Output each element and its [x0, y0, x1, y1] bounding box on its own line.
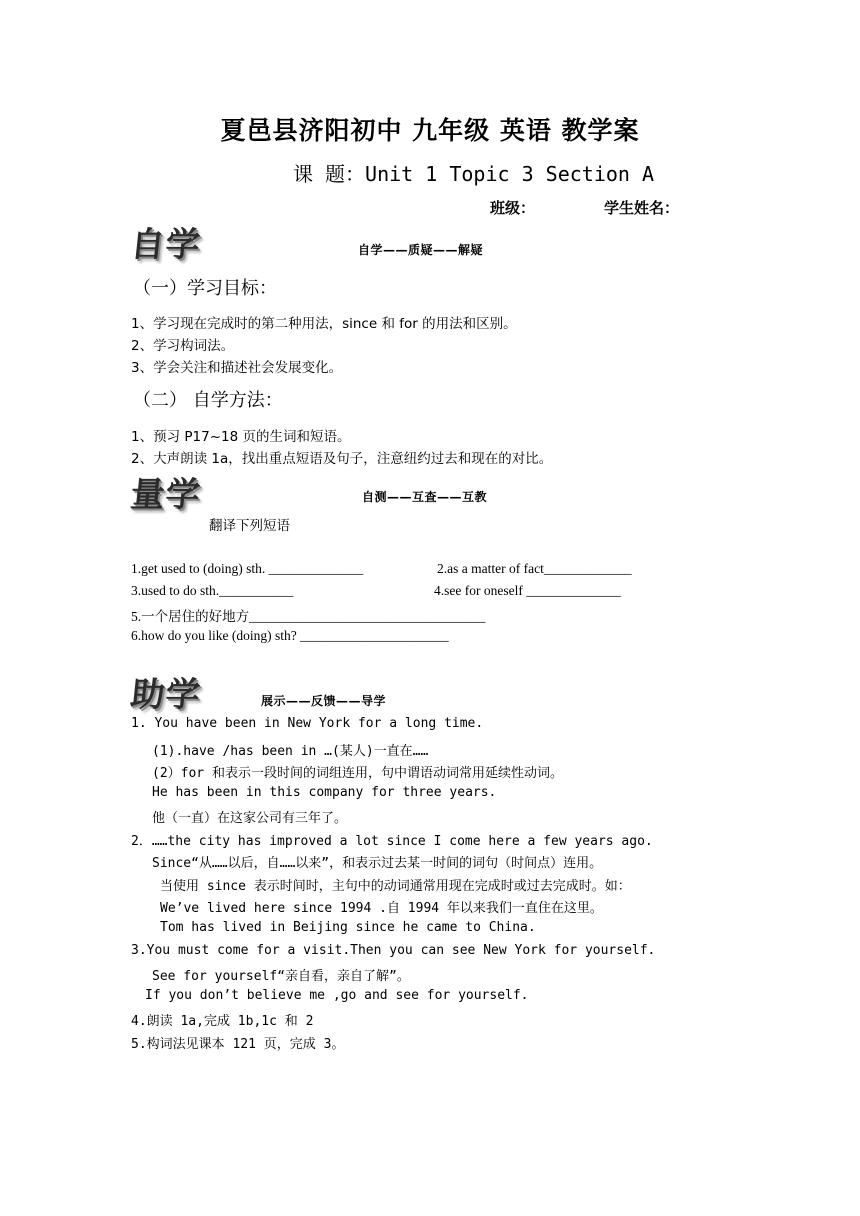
- phrase-item: 3.used to do sth.___________: [131, 583, 294, 598]
- zhuxue-stamp-logo: 助学: [128, 675, 203, 715]
- guide-line: 5.构词法见课本 121 页，完成 3。: [131, 1037, 345, 1052]
- guide-line: 当使用 since 表示时间时，主句中的动词通常用现在完成时或过去完成时。如：: [160, 879, 631, 894]
- guide-line: See for yourself“亲自看，亲自了解”。: [152, 969, 410, 984]
- goals-heading: （一）学习目标：: [133, 278, 277, 299]
- method-heading: （二） 自学方法：: [133, 390, 283, 411]
- zhuxue-caption: 展示——反馈——导学: [261, 694, 387, 708]
- phrase-item: 5.一个居住的好地方___________________________________: [131, 609, 486, 624]
- goal-item: 1、学习现在完成时的第二种用法，since 和 for 的用法和区别。: [131, 316, 517, 332]
- translate-instruction: 翻译下列短语: [209, 518, 290, 534]
- guide-line: If you don’t believe me ,go and see for yourself.: [145, 988, 529, 1003]
- goal-item: 3、学会关注和描述社会发展变化。: [131, 360, 343, 376]
- student-name-label: 学生姓名：: [604, 199, 680, 217]
- phrase-item: 2.as a matter of fact_____________: [437, 561, 632, 576]
- guide-line: (2）for 和表示一段时间的词组连用，句中谓语动词常用延续性动词。: [152, 766, 563, 781]
- method-item: 1、预习 P17~18 页的生词和短语。: [131, 429, 351, 445]
- guide-line: Since“从……以后，自……以来”，和表示过去某一时间的词句（时间点）连用。: [152, 856, 603, 871]
- zixue-stamp-logo: 自学: [128, 225, 203, 265]
- guide-line: Tom has lived in Beijing since he came to China.: [160, 920, 536, 935]
- guide-line: (1).have /has been in …(某人)一直在……: [152, 744, 429, 759]
- liangxue-stamp-logo: 量学: [128, 475, 203, 515]
- guide-line: 1. You have been in New York for a long time.: [131, 716, 484, 731]
- guide-line: 2．……the city has improved a lot since I come here a few years ago.: [131, 834, 653, 849]
- guide-line: We’ve lived here since 1994 .自 1994 年以来我们一直住在这里。: [160, 901, 603, 916]
- phrase-item: 1.get used to (doing) sth. ______________: [131, 561, 364, 576]
- phrase-item: 4.see for oneself ______________: [434, 583, 621, 598]
- lesson-subtitle: 课 题：Unit 1 Topic 3 Section A: [293, 162, 655, 186]
- guide-line: 他（一直）在这家公司有三年了。: [152, 811, 348, 826]
- zixue-caption: 自学——质疑——解疑: [358, 243, 484, 257]
- goal-item: 2、学习构词法。: [131, 338, 235, 354]
- method-item: 2、大声朗读 1a，找出重点短语及句子，注意纽约过去和现在的对比。: [131, 451, 553, 467]
- guide-line: 4.朗读 1a,完成 1b,1c 和 2: [131, 1014, 314, 1029]
- document-title: 夏邑县济阳初中 九年级 英语 教学案: [220, 116, 640, 145]
- class-label: 班级：: [490, 199, 536, 217]
- phrase-item: 6.how do you like (doing) sth? ______________________: [131, 628, 449, 643]
- guide-line: He has been in this company for three years.: [152, 785, 497, 800]
- guide-line: 3.You must come for a visit.Then you can see New York for yourself.: [131, 943, 656, 958]
- liangxue-caption: 自测——互查——互教: [362, 490, 488, 504]
